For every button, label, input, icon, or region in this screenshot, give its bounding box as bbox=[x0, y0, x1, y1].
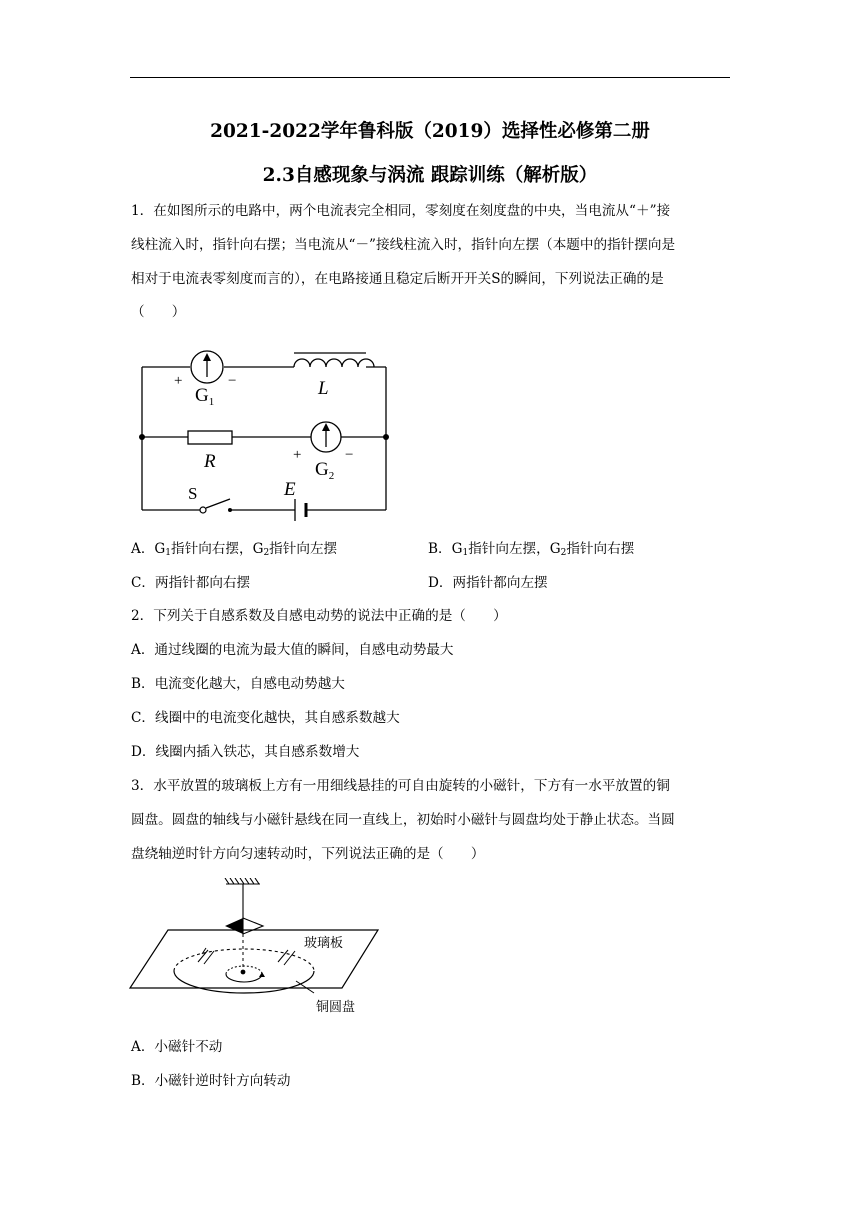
header-rule bbox=[130, 77, 730, 78]
q1-stem-line1: 1．在如图所示的电路中，两个电流表完全相同，零刻度在刻度盘的中央，当电流从“＋”接 bbox=[131, 203, 671, 219]
q3-stem-line3: 盘绕轴逆时针方向匀速转动时，下列说法正确的是（ ） bbox=[131, 846, 485, 862]
q2-option-d: D．线圈内插入铁芯，其自感系数增大 bbox=[131, 744, 360, 760]
q1-option-c: C．两指针都向右摆 bbox=[131, 575, 251, 591]
g2-label: $G_2$ bbox=[315, 459, 335, 482]
q1-stem-line2: 线柱流入时，指针向右摆；当电流从“－”接线柱流入时，指针向左摆（本题中的指针摆向是 bbox=[131, 237, 676, 253]
q2-option-c: C．线圈中的电流变化越快，其自感系数越大 bbox=[131, 710, 400, 726]
magnetic-needle bbox=[225, 918, 263, 934]
q1-option-a: A．$G_1$指针向右摆，$G_2$指针向左摆 bbox=[131, 541, 338, 558]
resistor-label: R bbox=[204, 451, 216, 472]
doc-title: 2021-2022学年鲁科版（2019）选择性必修第二册 bbox=[210, 121, 650, 142]
g2-minus-sign: − bbox=[345, 447, 354, 463]
switch-label: S bbox=[188, 484, 198, 503]
glass-plate-label: 玻璃板 bbox=[304, 936, 344, 951]
copper-disk-label: 铜圆盘 bbox=[316, 1000, 356, 1015]
g2-plus-sign: + bbox=[293, 447, 302, 463]
battery-label: E bbox=[284, 479, 296, 500]
junction-dot bbox=[139, 434, 145, 440]
q1-stem-line4: （ ） bbox=[131, 304, 186, 320]
galvanometer-g1 bbox=[191, 351, 223, 383]
junction-dot bbox=[383, 434, 389, 440]
q2-option-b: B．电流变化越大，自感电动势越大 bbox=[131, 676, 345, 692]
q3-option-b: B．小磁针逆时针方向转动 bbox=[131, 1073, 291, 1089]
doc-subtitle: 2.3自感现象与涡流 跟踪训练（解析版） bbox=[262, 165, 598, 186]
q2-option-a: A．通过线圈的电流为最大值的瞬间，自感电动势最大 bbox=[131, 642, 454, 658]
g1-label: $G_1$ bbox=[195, 385, 215, 408]
q1-option-d: D．两指针都向左摆 bbox=[428, 575, 548, 591]
q3-stem-line1: 3．水平放置的玻璃板上方有一用细线悬挂的可自由旋转的小磁针，下方有一水平放置的铜 bbox=[131, 778, 670, 794]
magnet-disk-figure bbox=[128, 878, 388, 1023]
q1-stem-line3: 相对于电流表零刻度而言的），在电路接通且稳定后断开开关S的瞬间，下列说法正确的是 bbox=[131, 271, 664, 287]
q1-option-b: B．$G_1$指针向左摆，$G_2$指针向右摆 bbox=[428, 541, 635, 558]
q2-stem: 2．下列关于自感系数及自感电动势的说法中正确的是（ ） bbox=[131, 608, 507, 624]
g1-plus-sign: + bbox=[174, 373, 183, 389]
galvanometer-g2 bbox=[311, 422, 341, 452]
q3-option-a: A．小磁针不动 bbox=[131, 1039, 223, 1055]
q3-stem-line2: 圆盘。圆盘的轴线与小磁针悬线在同一直线上，初始时小磁针与圆盘均处于静止状态。当圆 bbox=[131, 812, 675, 828]
inductor-label: L bbox=[318, 378, 329, 399]
g1-minus-sign: − bbox=[228, 373, 237, 389]
circuit-figure bbox=[130, 335, 400, 525]
